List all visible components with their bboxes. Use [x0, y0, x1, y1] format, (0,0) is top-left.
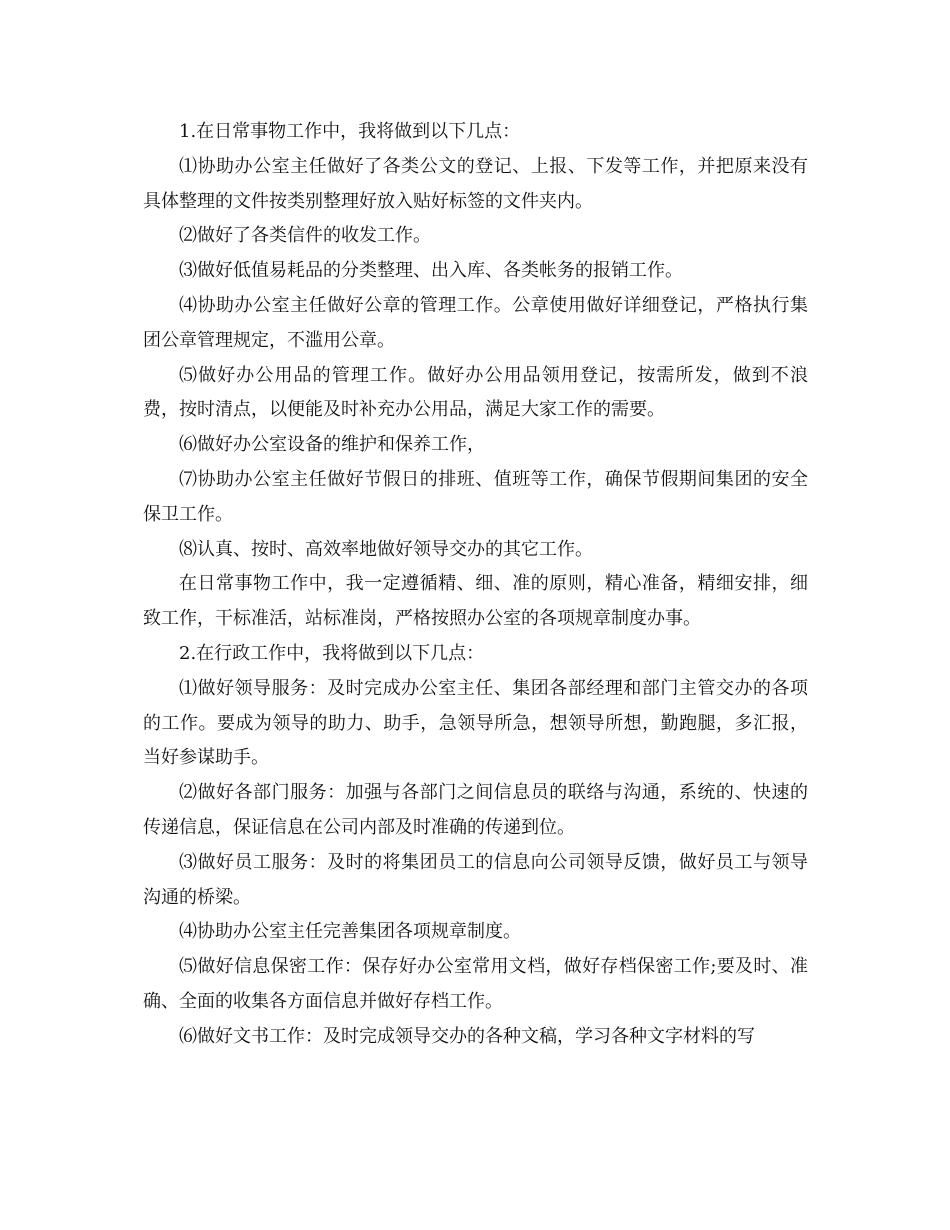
paragraph: ⑴协助办公室主任做好了各类公文的登记、上报、下发等工作，并把原来没有具体整理的文件按类别整理好放入贴好标签的文件夹内。 — [143, 155, 808, 212]
paragraph: ⑹做好文书工作：及时完成领导交办的各种文稿，学习各种文字材料的写 — [179, 1025, 755, 1047]
paragraph: ⑻认真、按时、高效率地做好领导交办的其它工作。 — [179, 538, 593, 560]
paragraph: ⑷协助办公室主任完善集团各项规章制度。 — [179, 921, 521, 943]
paragraph: ⑴做好领导服务：及时完成办公室主任、集团各部经理和部门主管交办的各项的工作。要成为领导的助力、助手，急领导所急，想领导所想，勤跑腿，多汇报，当好参谋助手。 — [143, 677, 808, 769]
paragraph: ⑸做好办公用品的管理工作。做好办公用品领用登记，按需所发，做到不浪费，按时清点，以便能及时补充办公用品，满足大家工作的需要。 — [143, 364, 808, 421]
paragraph: 在日常事物工作中，我一定遵循精、细、准的原则，精心准备，精细安排，细致工作，干标准活，站标准岗，严格按照办公室的各项规章制度办事。 — [143, 573, 808, 630]
paragraph: ⑺协助办公室主任做好节假日的排班、值班等工作，确保节假期间集团的安全保卫工作。 — [143, 468, 808, 525]
paragraph: ⑷协助办公室主任做好公章的管理工作。公章使用做好详细登记，严格执行集团公章管理规定，不滥用公章。 — [143, 294, 808, 351]
document-body — [143, 115, 808, 1055]
paragraph: ⑶做好员工服务：及时的将集团员工的信息向公司领导反馈，做好员工与领导沟通的桥梁。 — [143, 851, 808, 908]
paragraph: 1.在日常事物工作中，我将做到以下几点： — [179, 121, 521, 142]
paragraph: ⑶做好低值易耗品的分类整理、出入库、各类帐务的报销工作。 — [179, 260, 683, 282]
paragraph: ⑵做好了各类信件的收发工作。 — [179, 225, 431, 247]
paragraph: ⑹做好办公室设备的维护和保养工作， — [179, 434, 485, 456]
paragraph: ⑸做好信息保密工作：保存好办公室常用文档，做好存档保密工作;要及时、准确、全面的收集各方面信息并做好存档工作。 — [143, 956, 808, 1012]
paragraph: ⑵做好各部门服务：加强与各部门之间信息员的联络与沟通，系统的、快速的传递信息，保证信息在公司内部及时准确的传递到位。 — [143, 782, 808, 838]
paragraph: 2.在行政工作中，我将做到以下几点： — [179, 642, 485, 664]
